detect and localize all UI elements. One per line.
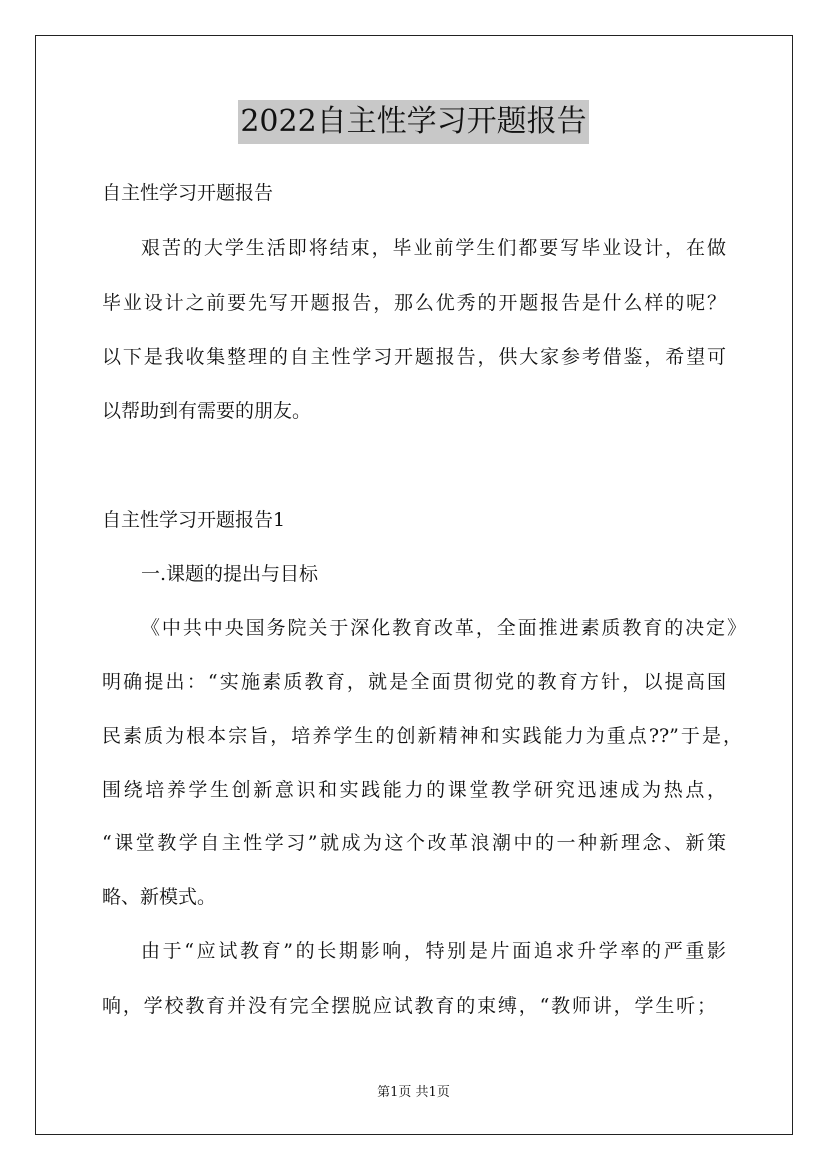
title-container [0, 100, 827, 144]
intro-line-4: 以帮助到有需要的朋友。 [102, 400, 312, 422]
para2-line-1: 由于“应试教育”的长期影响，特别是片面追求升学率的严重影 [141, 940, 726, 962]
para2-line-2: 响，学校教育并没有完全摆脱应试教育的束缚，“教师讲，学生听； [102, 995, 716, 1017]
para1-line-5: “课堂教学自主性学习”就成为这个改革浪潮中的一种新理念、新策 [102, 832, 726, 854]
page-footer: 第1页 共1页 [377, 1085, 450, 1100]
para1-line-3: 民素质为根本宗旨，培养学生的创新精神和实践能力为重点??”于是， [102, 725, 742, 747]
para1-line-6: 略、新模式。 [102, 886, 217, 908]
document-title: 2022自主性学习开题报告 [238, 100, 588, 144]
section-subheading: 一.课题的提出与目标 [141, 563, 319, 585]
intro-line-1: 艰苦的大学生活即将结束，毕业前学生们都要写毕业设计，在做 [141, 237, 726, 259]
intro-line-2: 毕业设计之前要先写开题报告，那么优秀的开题报告是什么样的呢？ [102, 292, 726, 314]
document-subtitle: 自主性学习开题报告 [102, 182, 274, 204]
section-heading: 自主性学习开题报告1 [102, 509, 286, 531]
para1-line-1: 《中共中央国务院关于深化教育改革，全面推进素质教育的决定》 [141, 617, 746, 639]
intro-line-3: 以下是我收集整理的自主性学习开题报告，供大家参考借鉴，希望可 [102, 346, 726, 368]
para1-line-2: 明确提出：“实施素质教育，就是全面贯彻党的教育方针，以提高国 [102, 671, 726, 693]
para1-line-4: 围绕培养学生创新意识和实践能力的课堂教学研究迅速成为热点， [102, 779, 726, 801]
